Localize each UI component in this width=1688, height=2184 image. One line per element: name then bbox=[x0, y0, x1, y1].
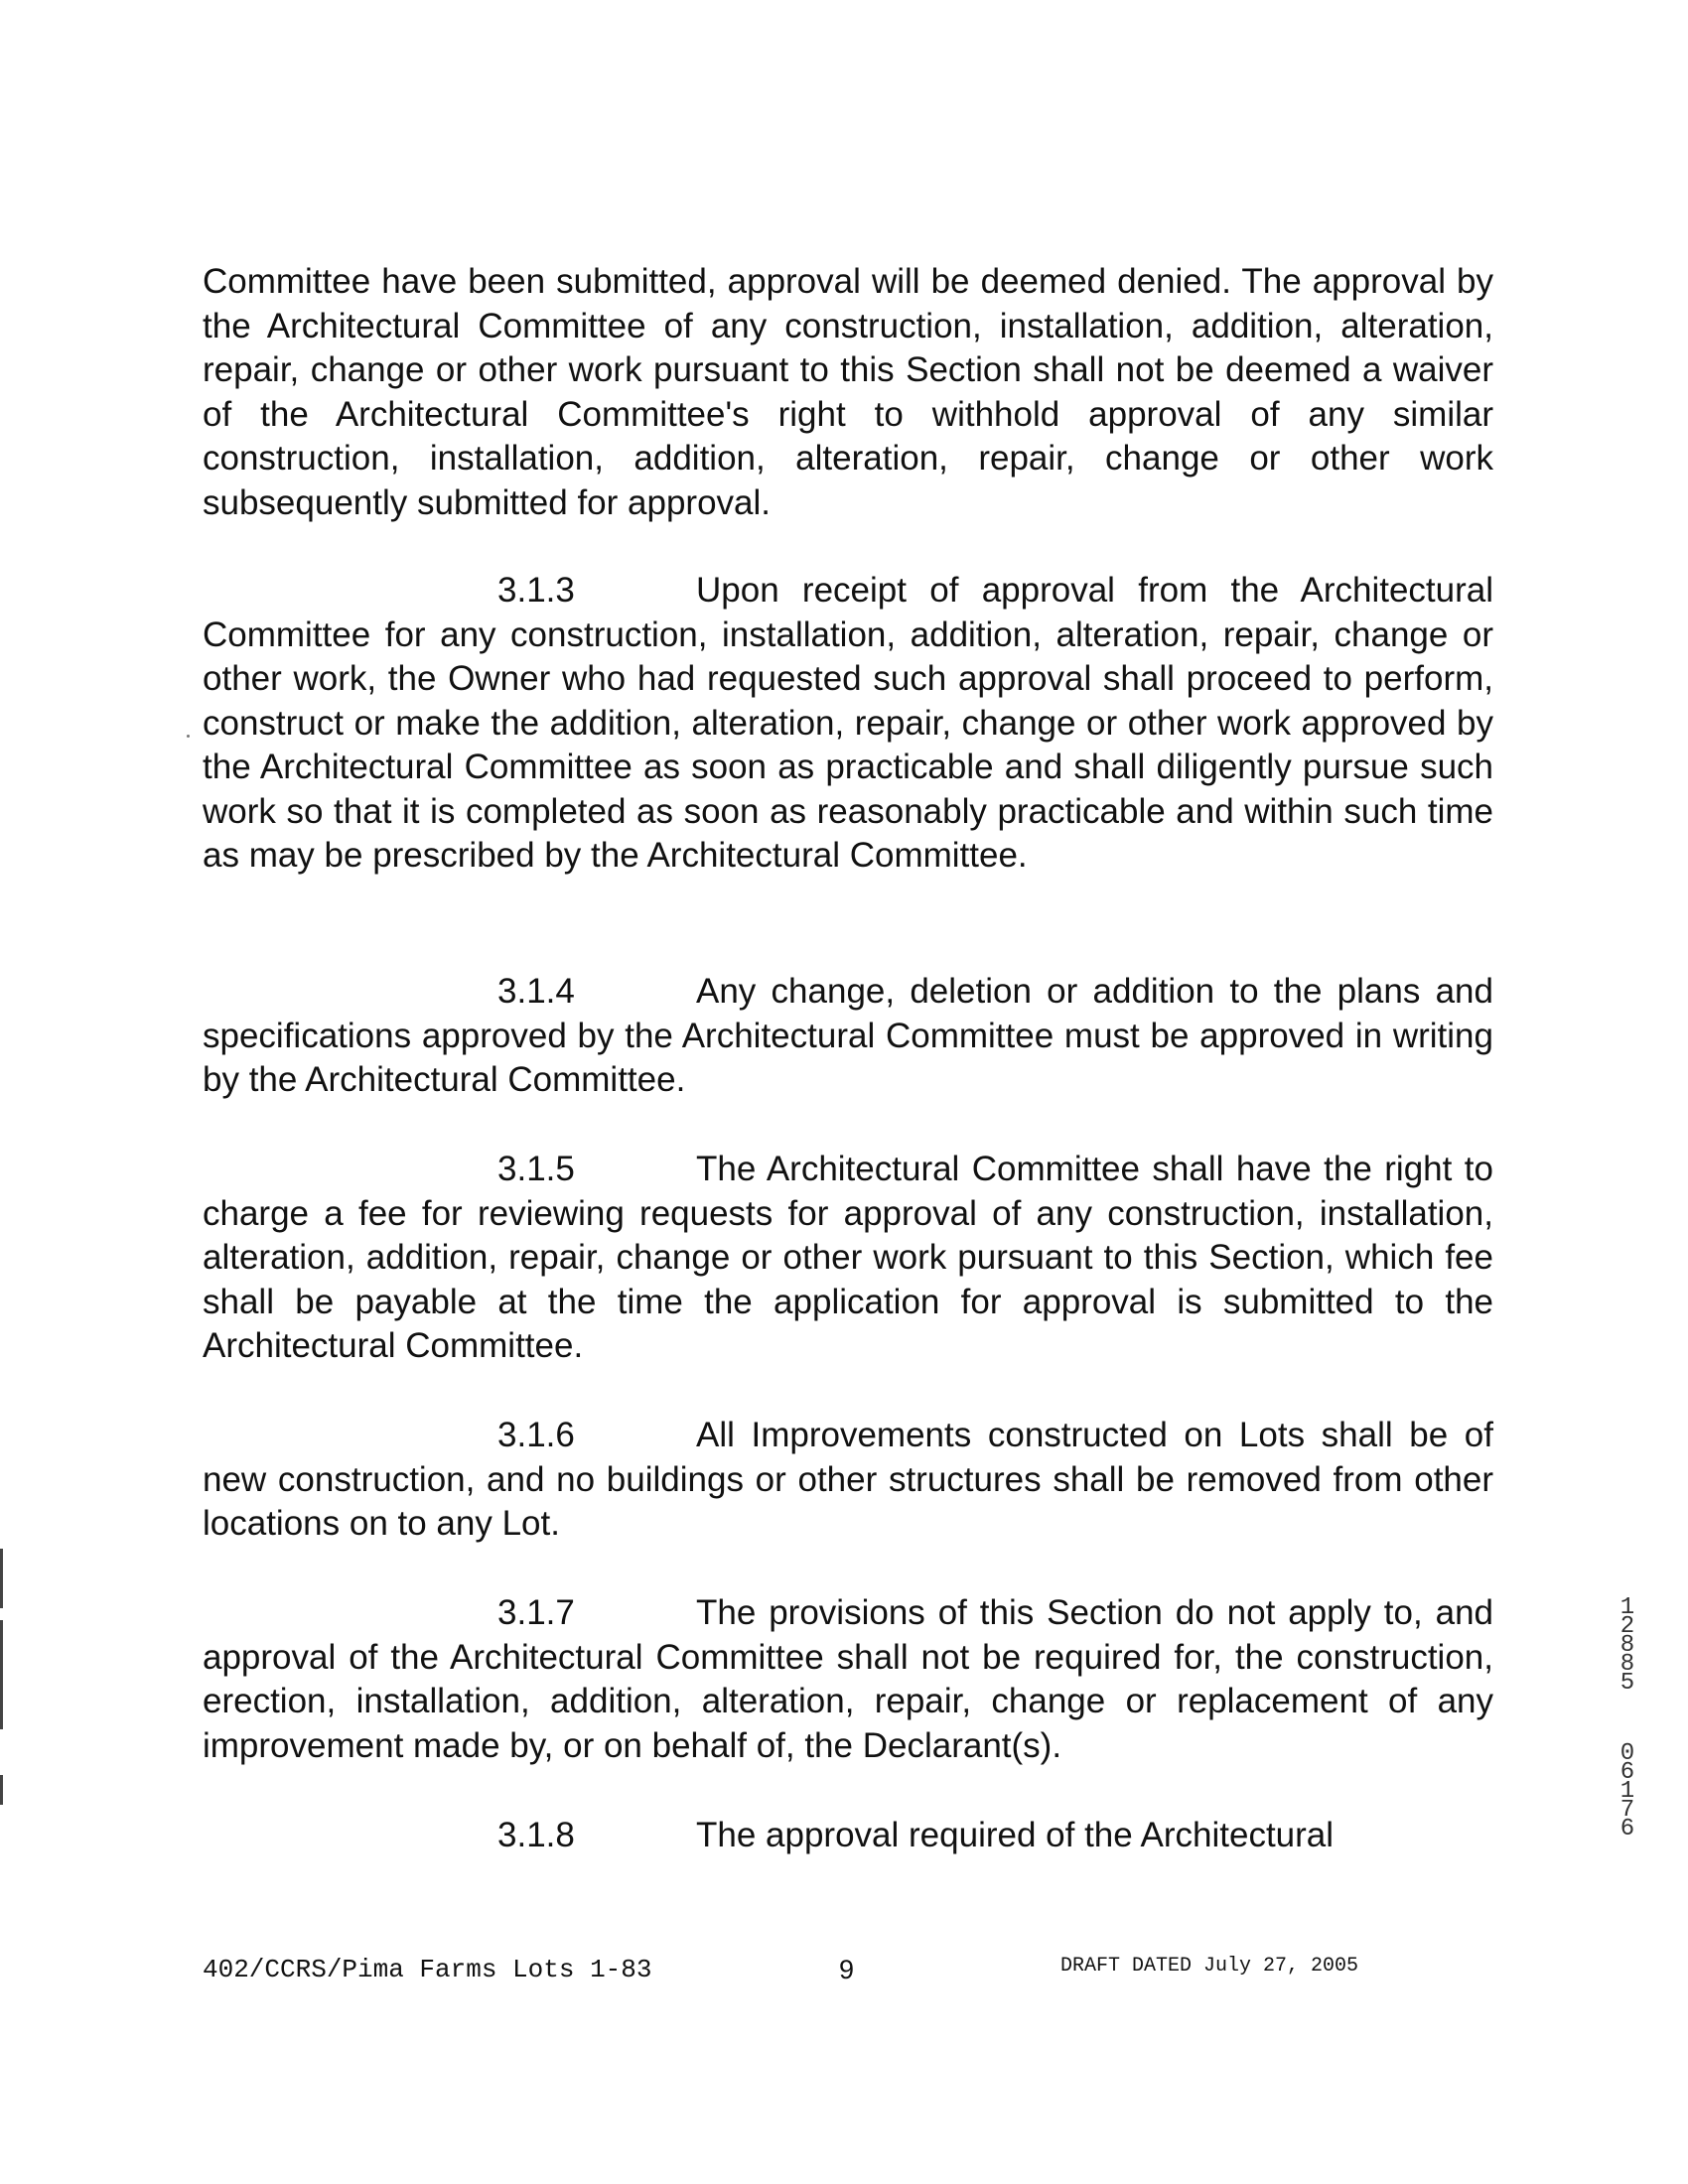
footer-page-number: 9 bbox=[839, 1955, 855, 1984]
paragraph-text: The Architectural Committee shall have the right to charge a fee for reviewing requests for approval of any construction, installation, alteration, addition, repair, change or other work pursuant to this Section, which fee shall be payable at the time the application for approval is submitted to the Architectural Committee. bbox=[203, 1150, 1493, 1365]
recording-stamp-page: 06176 bbox=[1619, 1740, 1635, 1843]
scan-edge-mark bbox=[0, 1549, 3, 1608]
paragraph-3-1-8 bbox=[203, 1814, 1493, 1858]
paragraph-text: Committee have been submitted, approval will be deemed denied. The approval by the Architectural Committee of any construction, installation, addition, alteration, repair, change or other work pursuant to this Section shall not be deemed a waiver of the Architectural Committee's right to withhold approval of any similar construction, installation, addition, alteration, repair, change or other work subsequently submitted for approval. bbox=[203, 262, 1493, 522]
paragraph-3-1-7 bbox=[203, 1591, 1493, 1768]
paragraph-text: Any change, deletion or addition to the plans and specifications approved by the Architectural Committee must be approved in writing by the Architectural Committee. bbox=[203, 972, 1493, 1099]
section-number: 3.1.4 bbox=[497, 972, 575, 1011]
recording-stamp-book: 12885 bbox=[1619, 1594, 1635, 1697]
paragraph-3-1-5 bbox=[203, 1148, 1493, 1369]
scan-edge-mark bbox=[0, 1775, 3, 1805]
scan-speck bbox=[187, 735, 190, 738]
paragraph-text: The provisions of this Section do not apply to, and approval of the Architectural Committee shall not be required for, the construction, erection, installation, addition, alteration, repair, change or replacement of any improvement made by, or on behalf of, the Declarant(s). bbox=[203, 1593, 1493, 1765]
footer-document-reference: 402/CCRS/Pima Farms Lots 1-83 bbox=[203, 1955, 652, 1984]
paragraph-continuation bbox=[203, 260, 1493, 525]
paragraph-text: All Improvements constructed on Lots shall be of new construction, and no buildings or other structures shall be removed from other locations on to any Lot. bbox=[203, 1416, 1493, 1543]
section-number: 3.1.8 bbox=[497, 1816, 575, 1854]
paragraph-3-1-6 bbox=[203, 1414, 1493, 1547]
paragraph-3-1-3 bbox=[203, 569, 1493, 879]
footer-draft-date: DRAFT DATED July 27, 2005 bbox=[1060, 1955, 1359, 1978]
paragraph-text: The approval required of the Architectural bbox=[696, 1816, 1335, 1854]
section-number: 3.1.6 bbox=[497, 1416, 575, 1454]
section-number: 3.1.7 bbox=[497, 1593, 575, 1632]
scan-edge-mark bbox=[0, 1620, 3, 1729]
section-number: 3.1.5 bbox=[497, 1150, 575, 1188]
paragraph-text: Upon receipt of approval from the Architectural Committee for any construction, installation, addition, alteration, repair, change or other work, the Owner who had requested such approval shall proceed to perform, construct or make the addition, alteration, repair, change or other work approved by the Architectural Committee as soon as practicable and shall diligently pursue such work so that it is completed as soon as reasonably practicable and within such time as may be prescribed by the Architectural Committee. bbox=[203, 571, 1493, 875]
section-number: 3.1.3 bbox=[497, 571, 575, 610]
paragraph-3-1-4 bbox=[203, 970, 1493, 1103]
